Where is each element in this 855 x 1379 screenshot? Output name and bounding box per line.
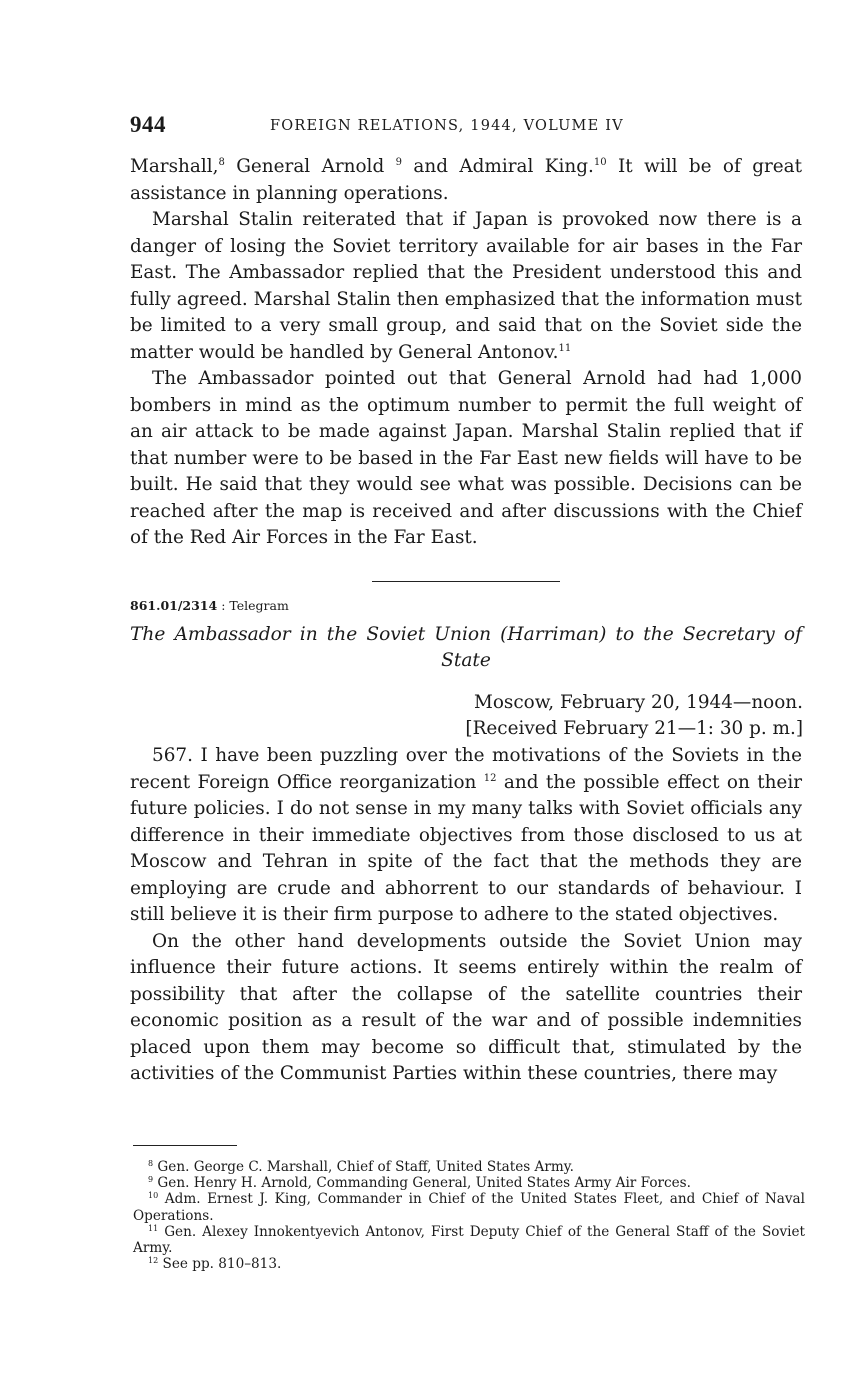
paragraph-other-hand: On the other hand developments outside the Soviet Union may influence their future actions. It seems entirely within the realm of possibility that after the collapse of the satellite countries their economic position as a result of the war and of possible indemnities placed upon them may become so difficult that, stimulated by the activities of the Communist Parties within these countries, there may: [130, 930, 802, 1084]
paragraph-continued: Marshall,$^8$ General Arnold $^9$ and Admiral King.$^{10}$ It will be of great assistance in planning operations.: [130, 156, 803, 204]
footnote-ref-8: 8: [218, 157, 225, 168]
dateline-received: [Received February 21—1: 30 p. m.]: [465, 718, 803, 739]
paragraph-ambassador-pointed: The Ambassador pointed out that General Arnold had had 1,000 bombers in mind as the optimum number to permit the full weight of an air attack to be made against Japan. Marshal Stalin replied that if that number were to be based in the Far East new fields will have to be built. He said that they would see what was possible. Decisions can be reached after the map is received and after discussions with the Chief of the Red Air Forces in the Far East.: [130, 368, 802, 548]
dateline-sent: Moscow, February 20, 1944—noon.: [474, 692, 803, 713]
footnote-8: $^8$ Gen. George C. Marshall, Chief of Staff, United States Army.: [148, 1159, 574, 1175]
document-type: : Telegram: [221, 598, 289, 613]
paragraph-stalin-reiterated: Marshal Stalin reiterated that if Japan is provoked now there is a danger of losing the Soviet territory available for air bases in the Far East. The Ambassador replied that the President understood this and fully agreed. Marshal Stalin then emphasized that the information must be limited to a very small group, and said that on the Soviet side the matter would be handled by General Antonov.$^{11}$: [130, 209, 802, 363]
footnote-11: $^{11}$ Gen. Alexey Innokentyevich Antonov, First Deputy Chief of the General Staff of the Soviet Army.: [133, 1223, 805, 1257]
file-number: 861.01/2314: [130, 598, 218, 613]
footnote-ref-10: 10: [593, 157, 607, 168]
footnote-12: $^{12}$ See pp. 810–813.: [148, 1256, 282, 1273]
footnote-9: $^9$ Gen. Henry H. Arnold, Commanding General, United States Army Air Forces.: [148, 1175, 691, 1192]
footnote-ref-9: 9: [395, 157, 402, 168]
footnote-divider: [133, 1145, 237, 1146]
footnote-ref-12: 12: [483, 772, 497, 784]
dateline: [465, 690, 803, 742]
footnote-ref-11: 11: [558, 342, 572, 354]
continued-text: [130, 154, 802, 552]
footnotes: [133, 1159, 805, 1272]
document-reference: [130, 597, 289, 615]
telegram-body: [130, 743, 802, 1088]
paragraph-567: 567. I have been puzzling over the motivations of the Soviets in the recent Foreign Office reorganization $^{12}$ and the possible effect on their future policies. I do not sense in my many talks with Soviet officials any difference in their immediate objectives from those disclosed to us at Moscow and Tehran in spite of the fact that the methods they are employing are crude and abhorrent to our standards of behaviour. I still believe it is their firm purpose to adhere to the stated objectives.: [130, 745, 802, 925]
page-number: 944: [130, 112, 166, 137]
document-title: The Ambassador in the Soviet Union (Harriman) to the Secretary of State: [130, 624, 802, 671]
footnote-10: $^{10}$ Adm. Ernest J. King, Commander in Chief of the United States Fleet, and Chief of Naval Operations.: [133, 1191, 806, 1224]
page-header: [130, 112, 802, 140]
running-head: FOREIGN RELATIONS, 1944, VOLUME IV: [270, 118, 624, 134]
section-divider: [372, 581, 560, 582]
